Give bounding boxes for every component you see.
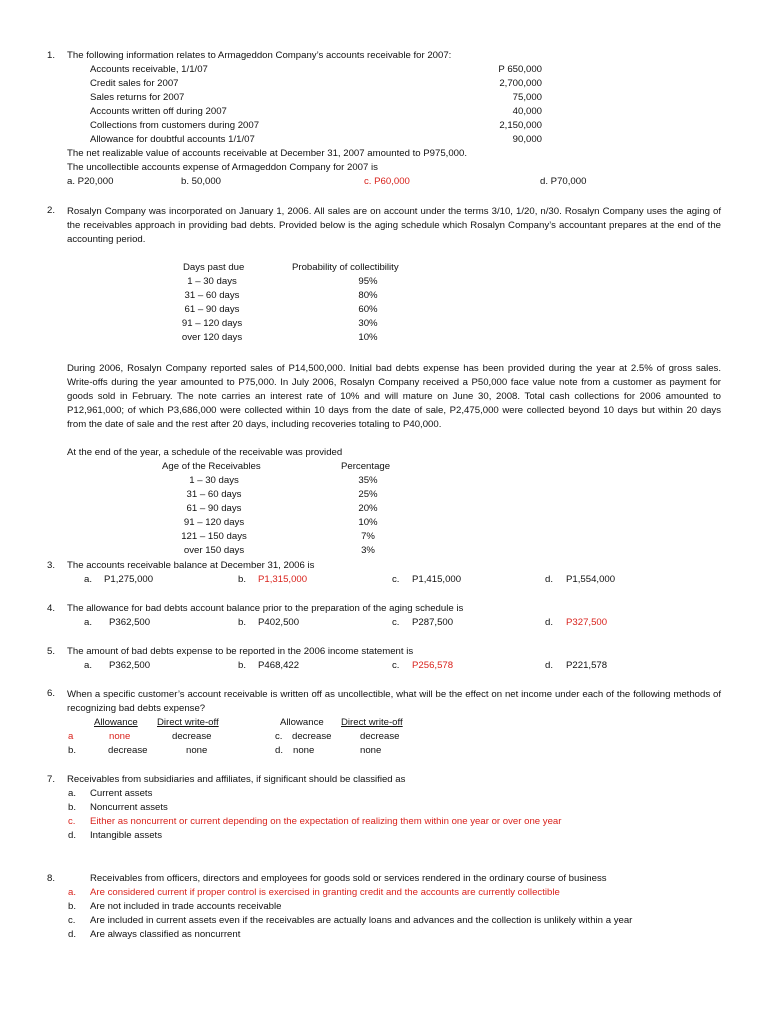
choice-a-answer: Are considered current if proper control is exercised in granting credit and the accounts are currently collectible bbox=[90, 887, 560, 898]
table-cell: 31 – 60 days bbox=[184, 290, 240, 301]
table-cell: 1 – 30 days bbox=[189, 475, 239, 486]
choice-d: P1,554,000 bbox=[566, 574, 616, 585]
choice-d: d. P70,000 bbox=[540, 176, 587, 187]
choice-letter: c. bbox=[392, 574, 400, 585]
choice-d-allowance: none bbox=[293, 745, 315, 756]
choice-c-answer: c. P60,000 bbox=[364, 176, 410, 187]
question-number: 6. bbox=[47, 688, 56, 699]
question-paragraph: When a specific customer’s account receivable is written off as uncollectible, what will be the effect on net income under each of the following methods of recognizing bad debts expense? bbox=[67, 689, 721, 714]
choice-c-direct: decrease bbox=[360, 731, 400, 742]
choice-a: a. P20,000 bbox=[67, 176, 114, 187]
table-cell: 35% bbox=[358, 475, 378, 486]
table-cell: over 120 days bbox=[181, 332, 243, 343]
item-value: 90,000 bbox=[512, 134, 542, 145]
choice-letter-answer: a. bbox=[68, 887, 77, 898]
table-cell: 7% bbox=[361, 531, 375, 542]
choice-a: Current assets bbox=[90, 788, 153, 799]
choice-letter: b. bbox=[68, 901, 77, 912]
question-text: Receivables from subsidiaries and affiliates, if significant should be classified as bbox=[67, 774, 406, 785]
table-cell: 91 – 120 days bbox=[183, 517, 245, 528]
item-value: P 650,000 bbox=[498, 64, 542, 75]
choice-b-allowance: decrease bbox=[108, 745, 148, 756]
table-header: Probability of collectibility bbox=[292, 262, 399, 273]
choice-letter-answer: a bbox=[68, 731, 74, 742]
choice-letter: d. bbox=[545, 617, 554, 628]
table-cell: 95% bbox=[358, 276, 378, 287]
choice-b-direct: none bbox=[186, 745, 208, 756]
column-header-direct: Direct write-off bbox=[157, 717, 219, 728]
question-number: 7. bbox=[47, 774, 56, 785]
table-cell: 1 – 30 days bbox=[187, 276, 237, 287]
question-text: The accounts receivable balance at December 31, 2006 is bbox=[67, 560, 315, 571]
table-cell: 25% bbox=[358, 489, 378, 500]
choice-letter: d. bbox=[545, 660, 554, 671]
question-text: The allowance for bad debts account balance prior to the preparation of the aging schedule is bbox=[67, 603, 464, 614]
choice-b: Are not included in trade accounts receivable bbox=[90, 901, 282, 912]
table-header: Percentage bbox=[341, 461, 391, 472]
table-cell: 121 – 150 days bbox=[181, 531, 247, 542]
item-label: Credit sales for 2007 bbox=[90, 78, 179, 89]
choice-letter: b. bbox=[238, 574, 247, 585]
choice-letter: b. bbox=[238, 617, 247, 628]
column-header-direct: Direct write-off bbox=[341, 717, 403, 728]
choice-a: P362,500 bbox=[109, 660, 151, 671]
question-text: The amount of bad debts expense to be reported in the 2006 income statement is bbox=[67, 646, 414, 657]
question-text: The following information relates to Armageddon Company’s accounts receivable for 2007: bbox=[67, 50, 452, 61]
column-header-allowance: Allowance bbox=[280, 717, 324, 728]
table-cell: 10% bbox=[358, 517, 378, 528]
table-header: Days past due bbox=[183, 262, 245, 273]
choice-a: P1,275,000 bbox=[104, 574, 154, 585]
choice-letter: d. bbox=[545, 574, 554, 585]
item-label: Allowance for doubtful accounts 1/1/07 bbox=[90, 134, 255, 145]
question-number: 3. bbox=[47, 560, 56, 571]
table-cell: 20% bbox=[358, 503, 378, 514]
column-header-allowance: Allowance bbox=[94, 717, 138, 728]
choice-b: b. 50,000 bbox=[181, 176, 222, 187]
question-text: The net realizable value of accounts receivable at December 31, 2007 amounted to P975,000. bbox=[67, 148, 467, 159]
question-number: 1. bbox=[47, 50, 56, 61]
choice-letter: d. bbox=[275, 745, 284, 756]
question-number: 4. bbox=[47, 603, 56, 614]
choice-c: Are included in current assets even if the receivables are actually loans and advances and the collection is unlikely within a year bbox=[90, 915, 633, 926]
choice-letter: b. bbox=[238, 660, 247, 671]
choice-b: Noncurrent assets bbox=[90, 802, 168, 813]
choice-a-allowance: none bbox=[109, 731, 131, 742]
choice-b-answer: P1,315,000 bbox=[258, 574, 308, 585]
choice-letter: b. bbox=[68, 802, 77, 813]
schedule-intro: At the end of the year, a schedule of the receivable was provided bbox=[67, 447, 343, 458]
choice-c-answer: P256,578 bbox=[412, 660, 454, 671]
choice-letter: a. bbox=[84, 617, 93, 628]
choice-c-allowance: decrease bbox=[292, 731, 332, 742]
question-number: 5. bbox=[47, 646, 56, 657]
question-text: The uncollectible accounts expense of Armageddon Company for 2007 is bbox=[67, 162, 378, 173]
item-label: Accounts written off during 2007 bbox=[90, 106, 227, 117]
table-cell: 30% bbox=[358, 318, 378, 329]
item-value: 2,150,000 bbox=[499, 120, 542, 131]
choice-letter: a. bbox=[84, 660, 93, 671]
table-cell: 80% bbox=[358, 290, 378, 301]
item-label: Sales returns for 2007 bbox=[90, 92, 185, 103]
choice-letter: c. bbox=[392, 617, 400, 628]
choice-d-direct: none bbox=[360, 745, 382, 756]
choice-d-answer: P327,500 bbox=[566, 617, 608, 628]
question-number: 2. bbox=[47, 205, 56, 216]
item-value: 40,000 bbox=[512, 106, 542, 117]
table-cell: 31 – 60 days bbox=[186, 489, 242, 500]
table-cell: 61 – 90 days bbox=[186, 503, 242, 514]
question-text: Receivables from officers, directors and employees for goods sold or services rendered in the ordinary course of business bbox=[90, 873, 607, 884]
choice-a: P362,500 bbox=[109, 617, 151, 628]
choice-b: P468,422 bbox=[258, 660, 300, 671]
choice-letter-answer: c. bbox=[68, 816, 76, 827]
choice-letter: c. bbox=[392, 660, 400, 671]
choice-letter: a. bbox=[84, 574, 93, 585]
choice-c-answer: Either as noncurrent or current depending on the expectation of realizing them within one year or over one year bbox=[90, 816, 562, 827]
choice-letter: a. bbox=[68, 788, 77, 799]
table-cell: 10% bbox=[358, 332, 378, 343]
table-cell: 60% bbox=[358, 304, 378, 315]
choice-a-direct: decrease bbox=[172, 731, 212, 742]
choice-d: P221,578 bbox=[566, 660, 608, 671]
choice-d: Intangible assets bbox=[90, 830, 162, 841]
item-value: 2,700,000 bbox=[499, 78, 542, 89]
choice-d: Are always classified as noncurrent bbox=[90, 929, 241, 940]
question-paragraph: During 2006, Rosalyn Company reported sales of P14,500,000. Initial bad debts expense has been provided during the year at 2.5% of gross sales. Write-offs during the year amounted to P75,000. In July 2006, Rosalyn Company received a P50,000 face value note from a customer as payment for goods sold in February. The note carries an interest rate of 10% and will mature on June 30, 2008. Total cash collections for 2006 amounted to P12,961,000; of which P3,686,000 were collected within 10 days from the date of sale, P2,475,000 were collected beyond 10 days but within 20 days from the date of sale and the rest after 20 days, including recoveries totaling to P40,000. bbox=[67, 363, 721, 430]
table-cell: 61 – 90 days bbox=[184, 304, 240, 315]
choice-c: P287,500 bbox=[412, 617, 454, 628]
choice-letter: b. bbox=[68, 745, 77, 756]
question-paragraph: Rosalyn Company was incorporated on January 1, 2006. All sales are on account under the terms 3/10, 1/20, n/30. Rosalyn Company uses the aging of the receivables approach in providing bad debts. Provided below is the aging schedule which Rosalyn Company’s accountant prepares at the end of the accounting period. bbox=[67, 206, 721, 245]
table-cell: 3% bbox=[361, 545, 375, 556]
table-cell: 91 – 120 days bbox=[181, 318, 243, 329]
table-header: Age of the Receivables bbox=[162, 461, 261, 472]
item-label: Collections from customers during 2007 bbox=[90, 120, 260, 131]
item-label: Accounts receivable, 1/1/07 bbox=[90, 64, 208, 75]
choice-c: P1,415,000 bbox=[412, 574, 462, 585]
table-cell: over 150 days bbox=[183, 545, 245, 556]
choice-letter: d. bbox=[68, 830, 77, 841]
item-value: 75,000 bbox=[512, 92, 542, 103]
choice-letter: d. bbox=[68, 929, 77, 940]
choice-letter: c. bbox=[275, 731, 283, 742]
choice-b: P402,500 bbox=[258, 617, 300, 628]
question-number: 8. bbox=[47, 873, 56, 884]
choice-letter: c. bbox=[68, 915, 76, 926]
